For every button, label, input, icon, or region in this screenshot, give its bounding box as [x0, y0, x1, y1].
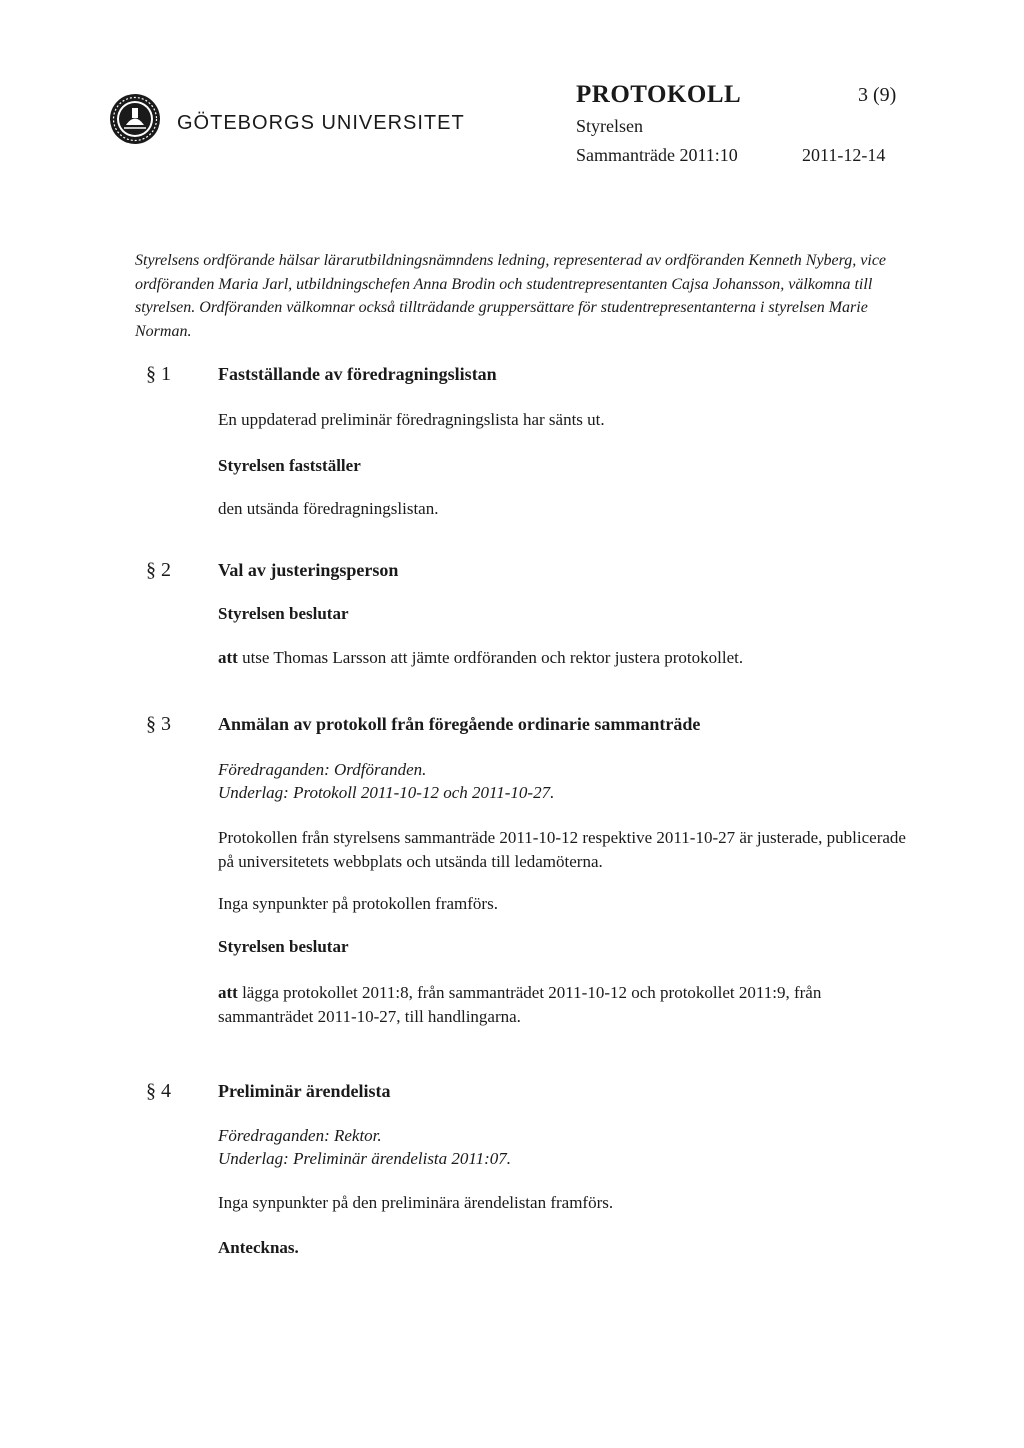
section-2-decision: Styrelsen beslutar [218, 604, 349, 623]
section-4-basis: Underlag: Preliminär ärendelista 2011:07. [218, 1149, 512, 1168]
section-4-text: Inga synpunkter på den preliminära ärendelistan framförs. [218, 1193, 614, 1212]
att-keyword: att [218, 648, 238, 667]
organ-name: Styrelsen [576, 116, 643, 136]
section-3-presenter: Föredraganden: Ordföranden. [218, 760, 427, 779]
section-4-mark: § 4 [146, 1080, 171, 1102]
section-1-mark: § 1 [146, 363, 171, 385]
university-seal-logo [108, 92, 162, 146]
section-2-title: Val av justeringsperson [218, 560, 399, 580]
section-3-decision: Styrelsen beslutar [218, 937, 349, 956]
section-4-presenter: Föredraganden: Rektor. [218, 1126, 382, 1145]
section-3-paragraph: Protokollen från styrelsens sammanträde 2011-10-12 respektive 2011-10-27 är justerade, publicerade på universitetets webbplats och utsända till ledamöterna. [218, 828, 906, 871]
intro-paragraph: Styrelsens ordförande hälsar lärarutbildningsnämndens ledning, representerad av ordföranden Kenneth Nyberg, vice ordföranden Maria Jarl, utbildningschefen Anna Brodin och studentrepresentanten Cajsa Johansson, välkomna till styrelsen. Ordföranden välkomnar också tillträdande gruppersättare för studentrepresentanterna i styrelsen Marie Norman. [135, 252, 887, 340]
meeting-date: 2011-12-14 [802, 145, 886, 165]
section-3-resolution [218, 981, 908, 1029]
meeting-number: Sammanträde 2011:10 [576, 145, 738, 165]
section-1-decision-text: den utsända föredragningslistan. [218, 499, 439, 518]
section-1-title: Fastställande av föredragningslistan [218, 364, 497, 384]
section-2-mark: § 2 [146, 559, 171, 581]
section-3-no-comments: Inga synpunkter på protokollen framförs. [218, 894, 498, 913]
document-type: PROTOKOLL [576, 81, 742, 108]
section-4-note: Antecknas. [218, 1238, 299, 1257]
section-1-decision: Styrelsen fastställer [218, 456, 361, 475]
university-name: GÖTEBORGS UNIVERSITET [177, 112, 465, 134]
section-3-resolution-text: lägga protokollet 2011:8, från sammanträdet 2011-10-12 och protokollet 2011:9, från sammanträdet 2011-10-27, till handlingarna. [218, 983, 822, 1026]
section-2-resolution [218, 648, 743, 668]
section-3-basis: Underlag: Protokoll 2011-10-12 och 2011-10-27. [218, 783, 555, 802]
page-number: 3 (9) [858, 84, 897, 106]
att-keyword: att [218, 983, 238, 1002]
section-3-mark: § 3 [146, 713, 171, 735]
section-1-text: En uppdaterad preliminär föredragningslista har sänts ut. [218, 410, 605, 429]
section-2-resolution-text: utse Thomas Larsson att jämte ordföranden och rektor justera protokollet. [242, 648, 744, 667]
section-3-title: Anmälan av protokoll från föregående ordinarie sammanträde [218, 714, 701, 734]
section-4-title: Preliminär ärendelista [218, 1081, 391, 1101]
